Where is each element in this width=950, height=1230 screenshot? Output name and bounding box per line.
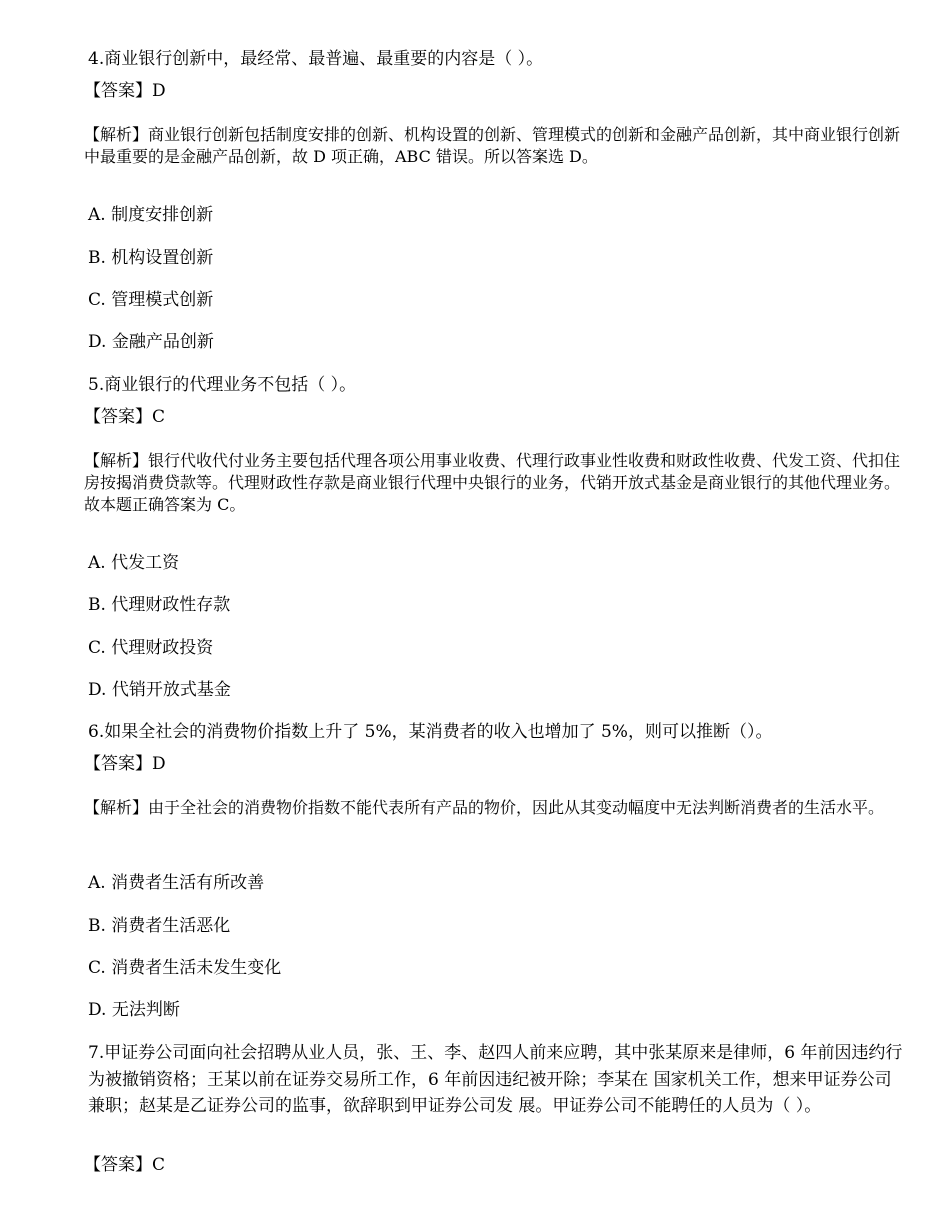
question-6-option-c: C. 消费者生活未发生变化: [88, 958, 282, 978]
question-6-stem: 6.如果全社会的消费物价指数上升了 5%，某消费者的收入也增加了 5%，则可以推断（）。: [88, 722, 773, 742]
question-5-option-b: B. 代理财政性存款: [88, 595, 231, 615]
question-4-option-d: D. 金融产品创新: [88, 332, 214, 352]
question-6-option-d: D. 无法判断: [88, 1000, 180, 1020]
question-4-option-a: A. 制度安排创新: [88, 205, 214, 225]
question-4-stem: 4.商业银行创新中，最经常、最普遍、最重要的内容是（ ）。: [88, 49, 544, 69]
question-4-option-b: B. 机构设置创新: [88, 248, 214, 268]
question-4-option-c: C. 管理模式创新: [88, 290, 214, 310]
question-6-option-b: B. 消费者生活恶化: [88, 916, 231, 936]
question-5-option-d: D. 代销开放式基金: [88, 680, 231, 700]
question-6-option-a: A. 消费者生活有所改善: [88, 873, 265, 893]
question-7-stem: 7.甲证券公司面向社会招聘从业人员，张、王、李、赵四人前来应聘，其中张某原来是律师，6 年前因违约行为被撤销资格；王某以前在证券交易所工作，6 年前因违纪被开除；李某在 国家机关工作，想来甲证券公司兼职；赵某是乙证券公司的监事，欲辞职到甲证券公司发 展。甲证券公司不能聘任的人员为（ ）。: [88, 1043, 903, 1116]
question-5-option-c: C. 代理财政投资: [88, 638, 214, 658]
question-5-stem: 5.商业银行的代理业务不包括（ ）。: [88, 375, 357, 395]
question-5-option-a: A. 代发工资: [88, 553, 180, 573]
question-7-answer: 【答案】C: [84, 1155, 166, 1175]
question-6-analysis: 【解析】由于全社会的消费物价指数不能代表所有产品的物价，因此从其变动幅度中无法判断消费者的生活水平。: [84, 798, 885, 817]
question-6-answer: 【答案】D: [84, 754, 166, 774]
question-5-analysis: 【解析】银行代收代付业务主要包括代理各项公用事业收费、代理行政事业性收费和财政性收费、代发工资、代扣住房按揭消费贷款等。代理财政性存款是商业银行代理中央银行的业务，代销开放式基金是商业银行的其他代理业务。故本题正确答案为 C。: [84, 451, 901, 514]
question-4-analysis: 【解析】商业银行创新包括制度安排的创新、机构设置的创新、管理模式的创新和金融产品创新，其中商业银行创新中最重要的是金融产品创新，故 D 项正确，ABC 错误。所以答案选 D。: [84, 125, 901, 166]
question-4-answer: 【答案】D: [84, 81, 166, 101]
question-5-answer: 【答案】C: [84, 407, 166, 427]
